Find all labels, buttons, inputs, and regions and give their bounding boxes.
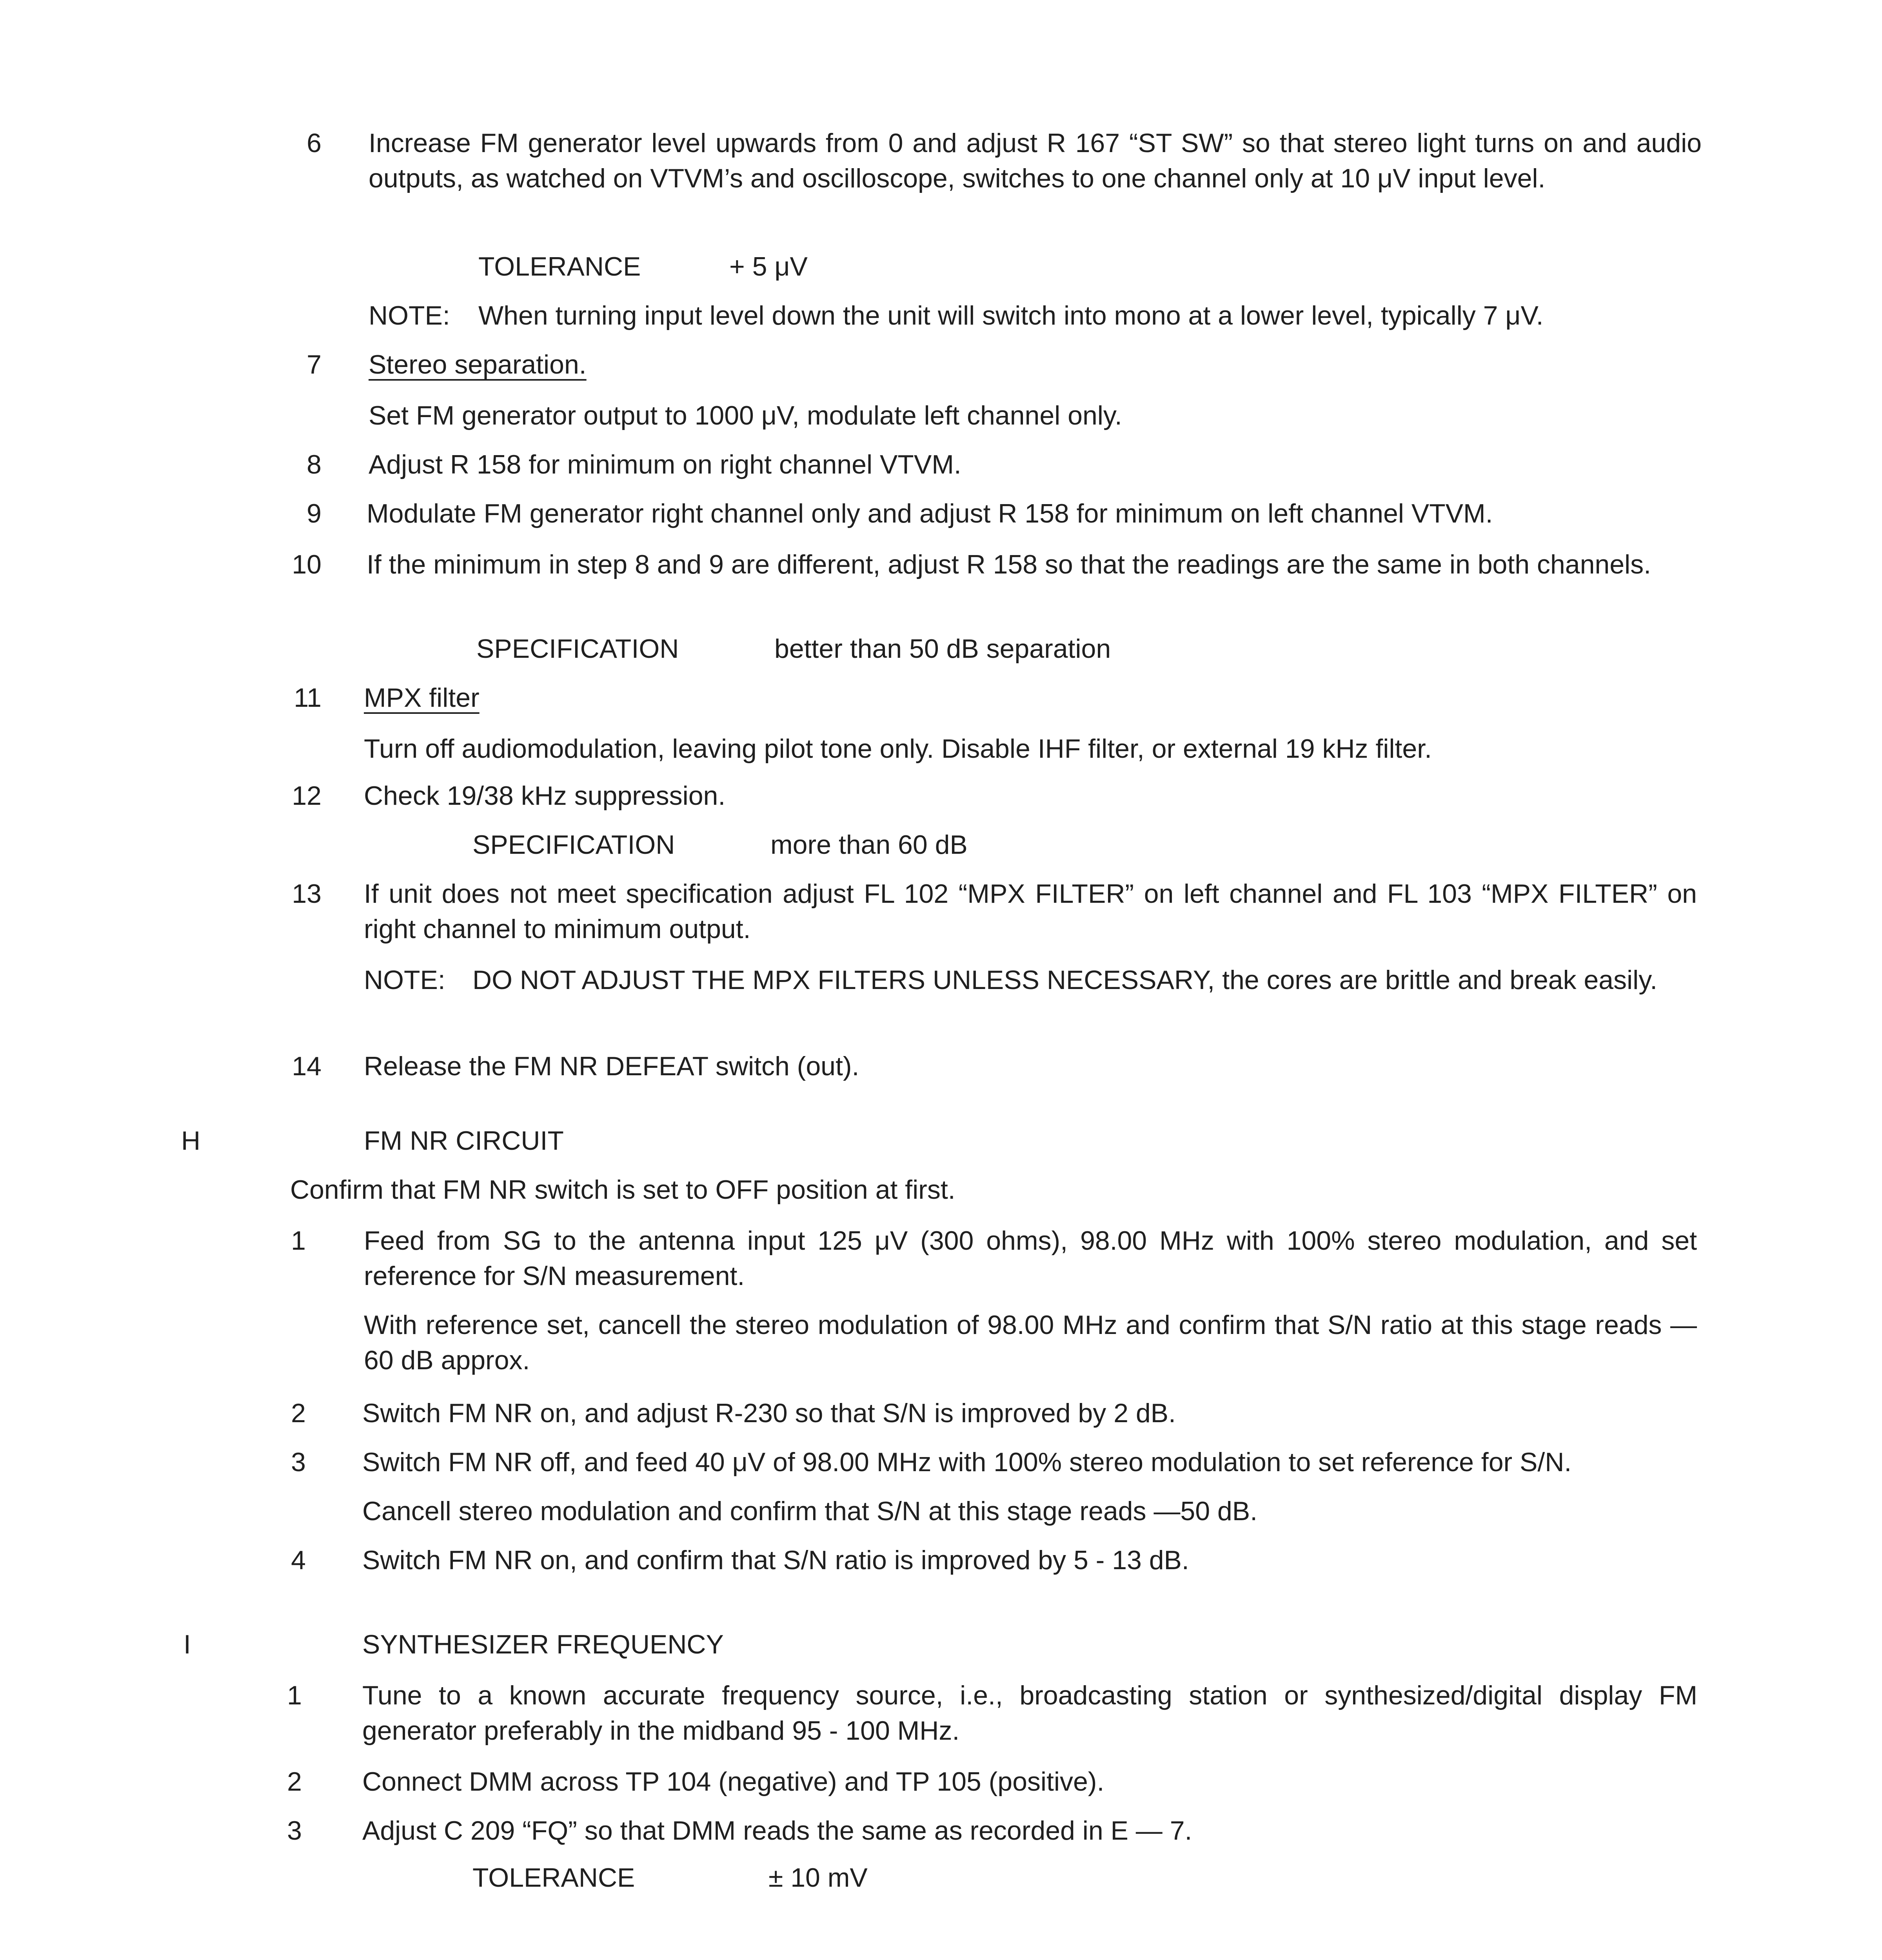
- tolerance-label: TOLERANCE: [472, 1863, 635, 1893]
- step-text: Connect DMM across TP 104 (negative) and TP 105 (positive).: [362, 1767, 1104, 1797]
- section-intro: Confirm that FM NR switch is set to OFF position at first.: [290, 1175, 956, 1205]
- step-text: Switch FM NR off, and feed 40 μV of 98.00 MHz with 100% stereo modulation to set reference for S/N.: [362, 1447, 1572, 1477]
- step-subtext: Set FM generator output to 1000 μV, modulate left channel only.: [369, 401, 1122, 430]
- note-text: When turning input level down the unit will switch into mono at a lower level, typically 7 μV.: [478, 301, 1544, 330]
- step-text: Release the FM NR DEFEAT switch (out).: [364, 1051, 859, 1081]
- step-number: 14: [292, 1051, 322, 1081]
- section-title: SYNTHESIZER FREQUENCY: [362, 1630, 724, 1659]
- specification-value: more than 60 dB: [770, 830, 968, 860]
- step-number: 11: [294, 683, 322, 713]
- step-number: 4: [291, 1545, 306, 1575]
- specification-label: SPECIFICATION: [472, 830, 675, 860]
- tolerance-label: TOLERANCE: [478, 252, 641, 281]
- step-text: If unit does not meet specification adjust FL 102 “MPX FILTER” on left channel and FL 103 “MPX FILTER” on right channel to minimum output.: [364, 879, 1697, 944]
- note-text: DO NOT ADJUST THE MPX FILTERS UNLESS NECESSARY, the cores are brittle and break easily.: [472, 965, 1658, 995]
- step-number: 3: [287, 1816, 302, 1846]
- step-number: 9: [307, 499, 322, 528]
- note-label: NOTE:: [364, 965, 445, 995]
- tolerance-value: ± 10 mV: [768, 1863, 868, 1893]
- step-number: 13: [292, 879, 322, 909]
- step-number: 7: [307, 350, 322, 379]
- step-number: 2: [291, 1398, 306, 1428]
- tolerance-value: + 5 μV: [729, 252, 808, 281]
- note-label: NOTE:: [369, 301, 450, 330]
- section-title: FM NR CIRCUIT: [364, 1126, 564, 1156]
- step-text: Switch FM NR on, and confirm that S/N ratio is improved by 5 - 13 dB.: [362, 1545, 1189, 1575]
- section-letter: I: [183, 1630, 191, 1659]
- step-text: If the minimum in step 8 and 9 are different, adjust R 158 so that the readings are the same in both channels.: [367, 550, 1651, 579]
- step-subtext: With reference set, cancell the stereo modulation of 98.00 MHz and confirm that S/N ratio at this stage reads —60 dB approx.: [364, 1310, 1697, 1375]
- step-number: 12: [292, 781, 322, 811]
- step-subtext: Turn off audiomodulation, leaving pilot tone only. Disable IHF filter, or external 19 kHz filter.: [364, 734, 1432, 764]
- step-text: Increase FM generator level upwards from 0 and adjust R 167 “ST SW” so that stereo light turns on and audio outputs, as watched on VTVM’s and oscilloscope, switches to one channel only at 10 μV input level.: [369, 128, 1702, 193]
- step-text: Feed from SG to the antenna input 125 μV (300 ohms), 98.00 MHz with 100% stereo modulation, and set reference for S/N measurement.: [364, 1226, 1697, 1291]
- step-number: 1: [291, 1226, 306, 1256]
- step-number: 3: [291, 1447, 306, 1477]
- step-number: 8: [307, 450, 322, 479]
- subsection-heading: MPX filter: [364, 683, 480, 713]
- step-text: Check 19/38 kHz suppression.: [364, 781, 726, 811]
- step-text: Adjust R 158 for minimum on right channel VTVM.: [369, 450, 961, 479]
- subsection-heading: Stereo separation.: [369, 350, 587, 379]
- step-number: 2: [287, 1767, 302, 1797]
- step-subtext: Cancell stereo modulation and confirm that S/N at this stage reads —50 dB.: [362, 1496, 1257, 1526]
- step-number: 10: [292, 550, 322, 579]
- step-number: 1: [287, 1681, 302, 1710]
- step-text: Tune to a known accurate frequency source, i.e., broadcasting station or synthesized/digital display FM generator preferably in the midband 95 - 100 MHz.: [362, 1681, 1697, 1746]
- step-text: Modulate FM generator right channel only and adjust R 158 for minimum on left channel VTVM.: [367, 499, 1493, 528]
- step-text: Adjust C 209 “FQ” so that DMM reads the same as recorded in E — 7.: [362, 1816, 1192, 1846]
- specification-value: better than 50 dB separation: [774, 634, 1111, 664]
- specification-label: SPECIFICATION: [476, 634, 679, 664]
- section-letter: H: [181, 1126, 201, 1156]
- step-number: 6: [307, 128, 322, 158]
- step-text: Switch FM NR on, and adjust R-230 so that S/N is improved by 2 dB.: [362, 1398, 1176, 1428]
